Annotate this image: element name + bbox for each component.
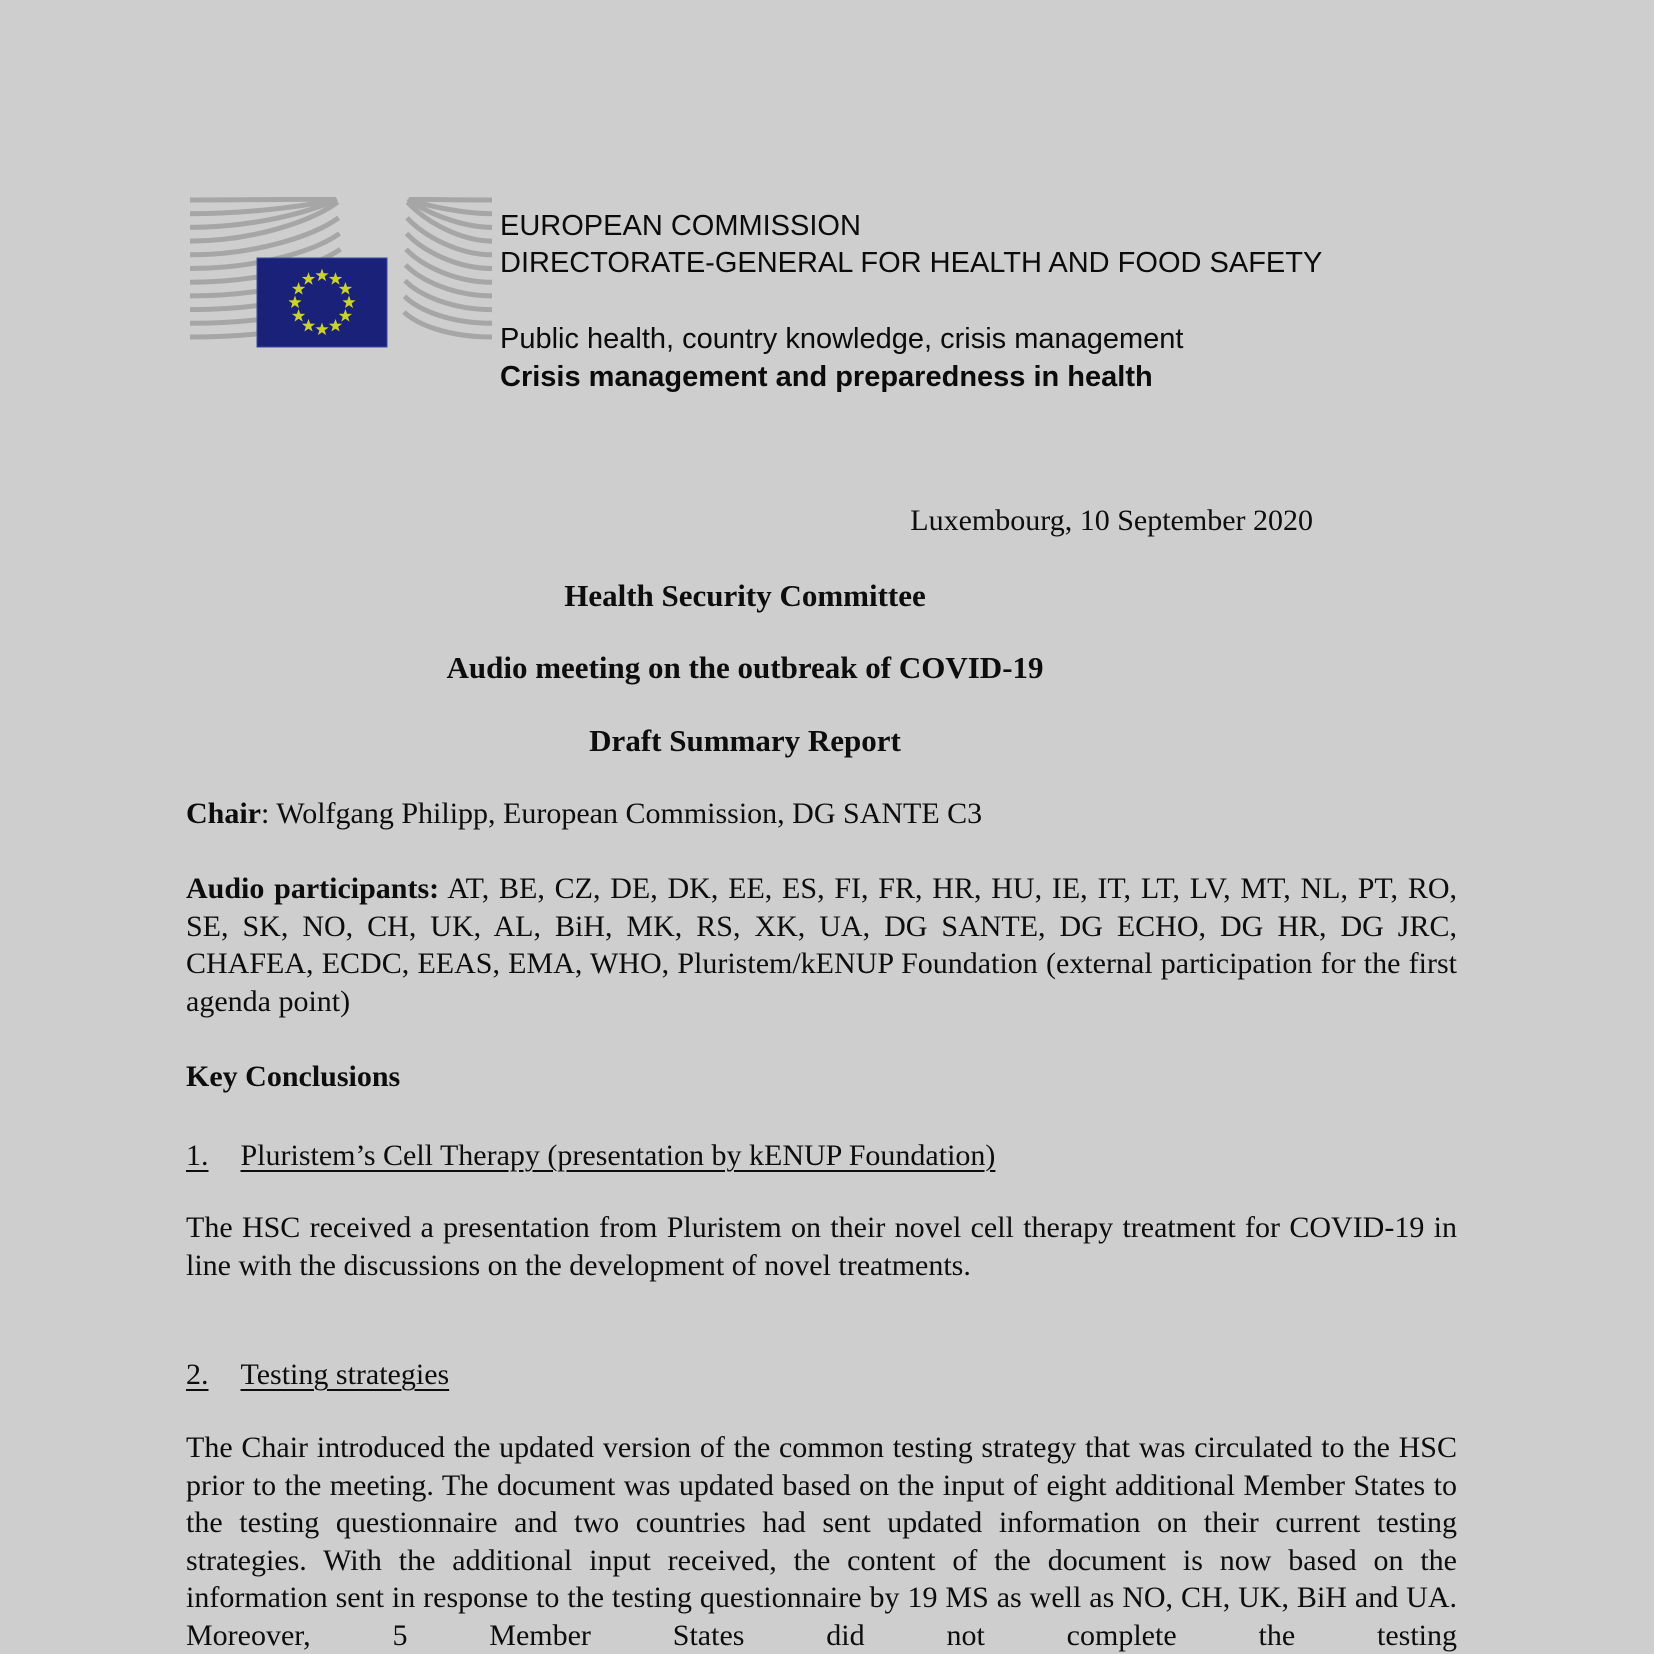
title-report: Draft Summary Report	[589, 723, 901, 758]
participants-paragraph	[186, 870, 1457, 1020]
participants-value: AT, BE, CZ, DE, DK, EE, ES, FI, FR, HR, HU, IE, IT, LT, LV, MT, NL, PT, RO, SE, SK, NO, CH, UK, AL, BiH, MK, RS, XK, UA, DG SANTE, DG ECHO, DG HR, DG JRC, CHAFEA, ECDC, EEAS, EMA, WHO, Pluristem/kENUP Foundation (external participation for the first agenda point)	[186, 872, 1457, 1018]
section-2-title: Testing strategies	[240, 1358, 450, 1391]
title-meeting: Audio meeting on the outbreak of COVID-19	[446, 650, 1044, 685]
chair-label: Chair	[186, 797, 261, 830]
section-2-heading	[186, 1356, 1457, 1394]
directorate-name: DIRECTORATE-GENERAL FOR HEALTH AND FOOD SAFETY	[500, 247, 1323, 279]
unit-name: Public health, country knowledge, crisis management	[500, 323, 1184, 355]
subunit-name: Crisis management and preparedness in health	[500, 361, 1153, 393]
section-2-paragraph: The Chair introduced the updated version of the common testing strategy that was circulated to the HSC prior to the meeting. The document was updated based on the input of eight additional Member States to the testing questionnaire and two countries had sent updated information on their current testing strategies. With the additional input received, the content of the document is now based on the information sent in response to the testing questionnaire by 19 MS as well as NO, CH, UK, BiH and UA. Moreover, 5 Member States did not complete the testing	[186, 1431, 1457, 1652]
chair-line	[186, 795, 1457, 833]
european-commission-logo	[185, 197, 495, 349]
section-1-heading	[186, 1137, 1457, 1175]
letterhead-institution	[500, 208, 1500, 282]
section-1-paragraph: The HSC received a presentation from Pluristem on their novel cell therapy treatment for COVID-19 in line with the discussions on the development of novel treatments.	[186, 1211, 1457, 1282]
section-2-number: 2.	[186, 1358, 209, 1391]
institution-name: EUROPEAN COMMISSION	[500, 210, 861, 242]
logo-right-stripes	[404, 199, 492, 337]
dateline: Luxembourg, 10 September 2020	[910, 504, 1313, 537]
participants-label: Audio participants:	[186, 872, 440, 905]
eu-flag	[257, 258, 387, 347]
section-1-number: 1.	[186, 1139, 209, 1172]
title-committee: Health Security Committee	[564, 578, 926, 613]
section-1-title: Pluristem’s Cell Therapy (presentation by kENUP Foundation)	[240, 1139, 996, 1172]
chair-value: : Wolfgang Philipp, European Commission, DG SANTE C3	[261, 797, 983, 830]
letterhead-unit	[500, 320, 1500, 396]
key-conclusions-heading: Key Conclusions	[186, 1060, 401, 1093]
